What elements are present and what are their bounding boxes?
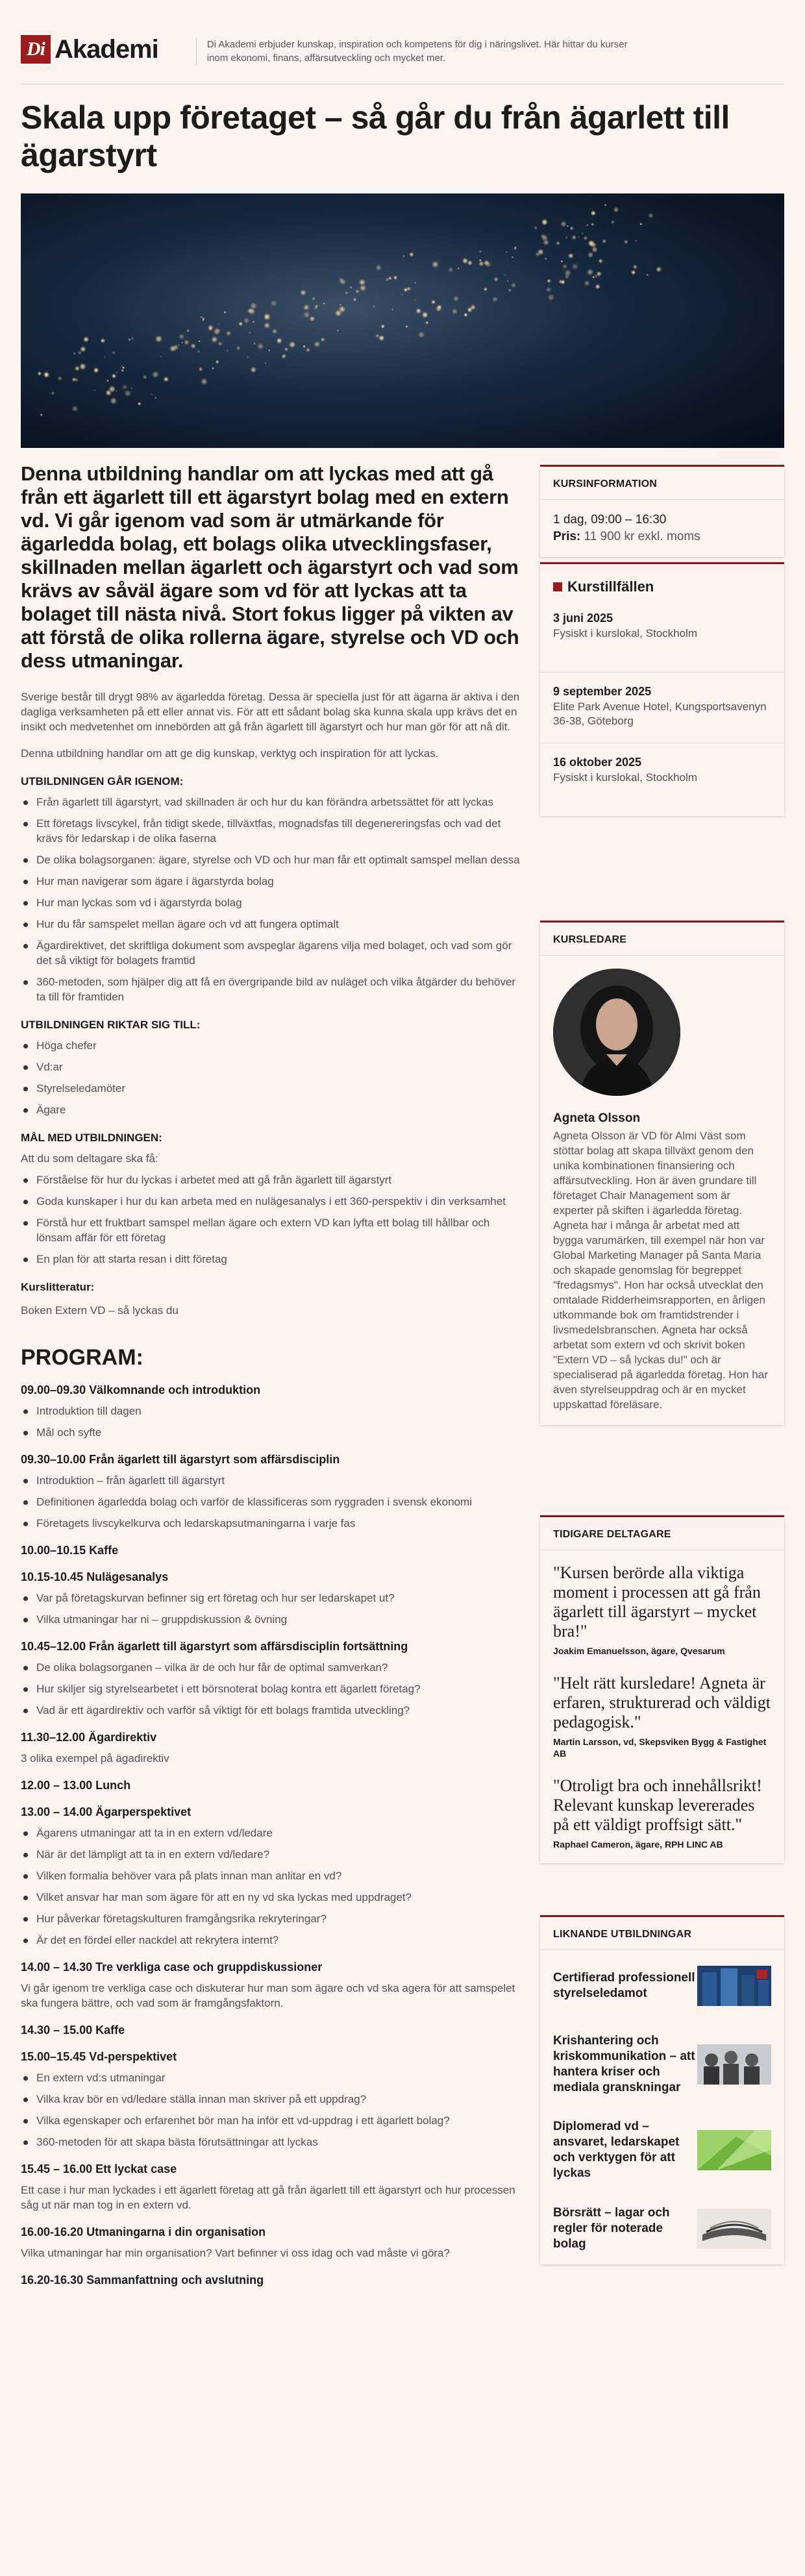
related-course-title: Diplomerad vd – ansvaret, ledarskapet och verktygen för att lyckas [553, 2120, 680, 2180]
course-place: Elite Park Avenue Hotel, Kungsportsavenyn 36-38, Göteborg [553, 700, 767, 727]
related-course-title: Krishantering och kriskommunikation – att hantera kriser och mediala granskningar [553, 2034, 695, 2094]
list-item: Vilka krav bör en vd/ledare ställa innan man skriver på ett uppdrag? [21, 2092, 521, 2107]
program-session-list [21, 2070, 521, 2149]
intro-paragraph-1: Sverige består till drygt 98% av ägarledda företag. Dessa är speciella just för att ägarna är aktiva i den dagliga verksamheten på ett eller annat vis. För att ett sådant bolag ska kunna skala upp krävs det en insikt och medvetenhet om innebörden att gå från ägarlett till ägarstyrt och hur man gör för att nå dit. [21, 691, 520, 733]
program-session-title: 16.20-16.30 Sammanfattning och avslutning [21, 2273, 264, 2286]
header-tagline: Di Akademi erbjuder kunskap, inspiration och kompetens för dig i näringslivet. Här hittar du kurser inom ekonomi, finans, affärsutveckling och mycket mer. [196, 38, 650, 65]
program-session-title: 10.00–10.15 Kaffe [21, 1544, 119, 1557]
main-content [21, 462, 521, 2294]
list-item: Vilket ansvar har man som ägare för att en ny vd ska lyckas med uppdraget? [21, 1890, 521, 1905]
list-item: Förstå hur ett fruktbart samspel mellan ägare och extern VD kan lyfta ett bolag till hållbar och lönsam affär för ett företag [21, 1215, 521, 1245]
program-session-title: 09.00–09.30 Välkomnande och introduktion [21, 1383, 261, 1396]
list-item: Vad är ett ägardirektiv och varför så viktigt för ett bolags framtida utveckling? [21, 1703, 521, 1718]
logo-akademi-text: Akademi [55, 34, 158, 64]
literature-text: Boken Extern VD – så lyckas du [21, 1304, 179, 1317]
list-item: Vilken formalia behöver vara på plats innan man anlitar en vd? [21, 1868, 521, 1883]
testimonial-author: Raphael Cameron, ägare, RPH LINC AB [553, 1839, 723, 1850]
list-item: Styrelseledamöter [21, 1081, 521, 1096]
program-session-title: 15.00–15.45 Vd-perspektivet [21, 2050, 177, 2063]
site-header [21, 30, 784, 84]
program-schedule [21, 1383, 521, 2287]
list-item: Vd:ar [21, 1059, 521, 1074]
page-title: Skala upp företaget – så går du från ägarlett till ägarstyrt [21, 99, 730, 173]
list-item: Ägarens utmaningar att ta in en extern vd/ledare [21, 1826, 521, 1840]
audience-list [21, 1038, 521, 1117]
program-session-list [21, 1473, 521, 1531]
list-item: När är det lämpligt att ta in en extern vd/ledare? [21, 1847, 521, 1862]
program-session-title: 09.30–10.00 Från ägarlett till ägarstyrt som affärsdisciplin [21, 1453, 340, 1466]
related-course-card[interactable] [540, 1950, 784, 2022]
list-item: Från ägarlett till ägarstyrt, vad skillnaden är och hur du kan förändra arbetssättet för att lyckas [21, 795, 521, 810]
hero-image [21, 193, 784, 448]
course-info-box [540, 465, 784, 557]
course-place: Fysiskt i kurslokal, Stockholm [553, 771, 697, 784]
course-dates-label: Kurstillfällen [567, 578, 654, 595]
list-item: Vilka utmaningar har ni – gruppdiskussion & övning [21, 1612, 521, 1627]
list-item: En extern vd:s utmaningar [21, 2070, 521, 2085]
course-price [553, 528, 771, 545]
program-session-title: 10.45–12.00 Från ägarlett till ägarstyrt som affärsdisciplin fortsättning [21, 1640, 408, 1653]
section-title-goals: MÅL MED UTBILDNINGEN: [21, 1132, 162, 1144]
list-item: Hur skiljer sig styrelsearbetet i ett börsnoterat bolag kontra ett ägarlett företag? [21, 1681, 521, 1696]
list-item: Mål och syfte [21, 1425, 521, 1440]
list-item: Var på företagskurvan befinner sig ert företag och hur ser ledarskapet ut? [21, 1591, 521, 1605]
course-date-item[interactable] [540, 673, 784, 743]
program-session-title: 15.45 – 16.00 Ett lyckat case [21, 2162, 177, 2175]
course-leader-box [540, 921, 784, 1425]
course-date: 9 september 2025 [553, 685, 652, 698]
course-date: 16 oktober 2025 [553, 756, 642, 769]
testimonials-box [540, 1515, 784, 1863]
list-item: Hur påverkar företagskulturen framgångsrika rekryteringar? [21, 1911, 521, 1926]
list-item: 360-metoden för att skapa bästa förutsättningar att lyckas [21, 2135, 521, 2149]
testimonials [540, 1550, 784, 1863]
course-date-item[interactable] [540, 743, 784, 816]
course-date: 3 juni 2025 [553, 612, 613, 625]
content-list [21, 795, 521, 1004]
related-courses-title: LIKNANDE UTBILDNINGAR [540, 1917, 784, 1950]
program-title: PROGRAM: [21, 1345, 143, 1370]
testimonial-quote: "Kursen berörde alla viktiga moment i processen att gå från ägarlett till ägarstyrt – mycket bra!" [553, 1563, 761, 1641]
related-course-card[interactable] [540, 2107, 784, 2193]
list-item: Hur man navigerar som ägare i ägarstyrda bolag [21, 874, 521, 889]
course-info-details [540, 500, 784, 557]
list-item: Hur man lyckas som vd i ägarstyrda bolag [21, 895, 521, 910]
list-item: 360-metoden, som hjälper dig att få en övergripande bild av nuläget och vilka åtgärder du behöver ta till för framtiden [21, 974, 521, 1004]
program-session-title: 11.30–12.00 Ägardirektiv [21, 1731, 157, 1744]
book-thumbnail-icon [697, 2209, 771, 2249]
leaf-thumbnail-icon [697, 2130, 771, 2170]
course-date-item[interactable] [540, 599, 784, 673]
program-session-title: 16.00-16.20 Utmaningarna i din organisation [21, 2225, 266, 2238]
program-session-list [21, 1660, 521, 1718]
course-leader [540, 956, 784, 1425]
section-title-audience: UTBILDNINGEN RIKTAR SIG TILL: [21, 1019, 201, 1031]
program-session-title: 10.15-10.45 Nulägesanalys [21, 1570, 169, 1583]
list-item: De olika bolagsorganen: ägare, styrelse och VD och hur man får ett optimalt samspel mellan dessa [21, 852, 521, 867]
section-title-content: UTBILDNINGEN GÅR IGENOM: [21, 775, 184, 787]
course-leader-title: KURSLEDARE [540, 923, 784, 956]
program-session-title: 14.30 – 15.00 Kaffe [21, 2024, 125, 2037]
testimonial-quote: "Helt rätt kursledare! Agneta är erfaren, strukturerad och väldigt pedagogisk." [553, 1674, 771, 1731]
list-item: Definitionen ägarledda bolag och varför de klassificeras som ryggraden i svensk ekonomi [21, 1494, 521, 1509]
list-item: Vilka egenskaper och erfarenhet bör man ha inför ett vd-uppdrag i ett ägarlett bolag? [21, 2113, 521, 2128]
program-session-text: Vi går igenom tre verkliga case och diskuterar hur man som ägare och vd ska agera för att samspelet ska fungera bättre, och vad som är framgångsfaktorn. [21, 1982, 515, 2009]
logo-di-mark: Di [21, 35, 51, 64]
di-akademi-logo[interactable] [21, 34, 158, 65]
list-item: Höga chefer [21, 1038, 521, 1053]
program-session-title: 14.00 – 14.30 Tre verkliga case och gruppdiskussioner [21, 1961, 323, 1974]
list-item: En plan för att starta resan i ditt företag [21, 1252, 521, 1267]
program-session-list [21, 1826, 521, 1948]
related-course-title: Börsrätt – lagar och regler för noterade bolag [553, 2206, 670, 2251]
related-course-card[interactable] [540, 2022, 784, 2107]
list-item: Ett företags livscykel, från tidigt skede, tillväxtfas, mognadsfas till degenereringsfas och vad det krävs för ledarskap i de olika faserna [21, 816, 521, 846]
course-dates-title [540, 564, 784, 599]
program-session-title: 13.00 – 14.00 Ägarperspektivet [21, 1805, 192, 1818]
course-duration: 1 dag, 09:00 – 16:30 [553, 513, 667, 526]
list-item: De olika bolagsorganen – vilka är de och hur får de optimal samverkan? [21, 1660, 521, 1675]
course-info-title: KURSINFORMATION [540, 467, 784, 500]
program-session-text: 3 olika exempel på ägadirektiv [21, 1752, 169, 1765]
testimonial-author: Martin Larsson, vd, Skepsviken Bygg & Fastighet AB [553, 1737, 767, 1759]
price-label: Pris: [553, 530, 581, 543]
goals-list [21, 1172, 521, 1267]
program-session-text: Vilka utmaningar har min organisation? Vart befinner vi oss idag och vad måste vi göra? [21, 2247, 450, 2259]
course-dates-box [540, 562, 784, 816]
leader-bio: Agneta Olsson är VD för Almi Väst som stöttar bolag att skapa tillväxt genom den unika kombinationen finansiering och affärsutveckling. Hon är även grundare till företaget Chair Management som är experter på skiften i ägarledda företag. Agneta har i många år arbetat med att bygga varumärken, till exempel när hon var Global Marketing Manager på Santa Maria och skapade genomslag för begreppet "fredagsmys". Hon har också utvecklat den omtalade Ridderheimsrapporten, en årligen utkommande bok om framtidstrender i livsmedelsbranschen. Agneta har också arbetat som extern vd och skrivit boken "Extern VD – så lyckas du!" och är specialiserad på ägarledda företag. Hon har även styrelseuppdrag och är en mycket uppskattad föreläsare. [553, 1130, 768, 1411]
building-thumbnail-icon [697, 1966, 771, 2006]
list-item: Introduktion till dagen [21, 1404, 521, 1418]
list-item: Goda kunskaper i hur du kan arbeta med en nulägesanalys i ett 360-perspektiv i din verksamhet [21, 1194, 521, 1209]
program-session-list [21, 1404, 521, 1440]
program-session-title: 12.00 – 13.00 Lunch [21, 1779, 131, 1792]
testimonial-author: Joakim Emanuelsson, ägare, Qvesarum [553, 1646, 725, 1656]
related-course-title: Certifierad professionell styrelseledamot [553, 1971, 695, 2000]
literature-title: Kurslitteratur: [21, 1281, 95, 1293]
list-item: Förståelse för hur du lyckas i arbetet med att gå från ägarlett till ägarstyrt [21, 1172, 521, 1187]
testimonial-quote: "Otroligt bra och innehållsrikt! Relevant kunskap levererades på ett väldigt proffsigt sätt." [553, 1776, 762, 1834]
intro-paragraph-2: Denna utbildning handlar om att ge dig kunskap, verktyg och inspiration för att lyckas. [21, 747, 439, 760]
list-item: Är det en fördel eller nackdel att rekrytera internt? [21, 1933, 521, 1948]
testimonials-title: TIDIGARE DELTAGARE [540, 1517, 784, 1550]
list-item: Hur du får samspelet mellan ägare och vd att fungera optimalt [21, 917, 521, 932]
list-item: Ägardirektivet, det skriftliga dokument som avspeglar ägarens vilja med bolaget, och vad som gör det så viktigt för bolagets framtid [21, 938, 521, 968]
course-place: Fysiskt i kurslokal, Stockholm [553, 627, 697, 639]
program-session-text: Ett case i hur man lyckades i ett ägarlett företag att gå från ägarlett till ett ägarstyrt och hur processen såg ut när man tog in en extern vd. [21, 2184, 515, 2211]
list-item: Introduktion – från ägarlett till ägarstyrt [21, 1473, 521, 1488]
related-courses-box [540, 1915, 784, 2264]
avatar [553, 969, 680, 1096]
program-session-list [21, 1591, 521, 1627]
price-value: 11 900 kr exkl. moms [584, 530, 700, 543]
list-item: Företagets livscykelkurva och ledarskapsutmaningarna i varje fas [21, 1516, 521, 1531]
course-lead: Denna utbildning handlar om att lyckas med att gå från ett ägarlett till ett ägarstyrt bolag med en extern vd. Vi går igenom vad som är utmärkande för ägarledda bolag, ett bolags olika utvecklingsfaser, skillnaden mellan ägarlett och ägarstyrt och vad som krävs av såväl ägare som vd för att lyckas att ta bolaget till nästa nivå. Stort fokus ligger på vikten av att förstå de olika rollerna ägare, styrelse och VD och dess utmaningar. [21, 462, 519, 672]
related-course-card[interactable] [540, 2193, 784, 2264]
list-item: Ägare [21, 1102, 521, 1117]
people-thumbnail-icon [697, 2044, 771, 2085]
leader-name: Agneta Olsson [553, 1111, 641, 1125]
goals-intro: Att du som deltagare ska få: [21, 1152, 158, 1165]
square-marker-icon [553, 582, 562, 591]
